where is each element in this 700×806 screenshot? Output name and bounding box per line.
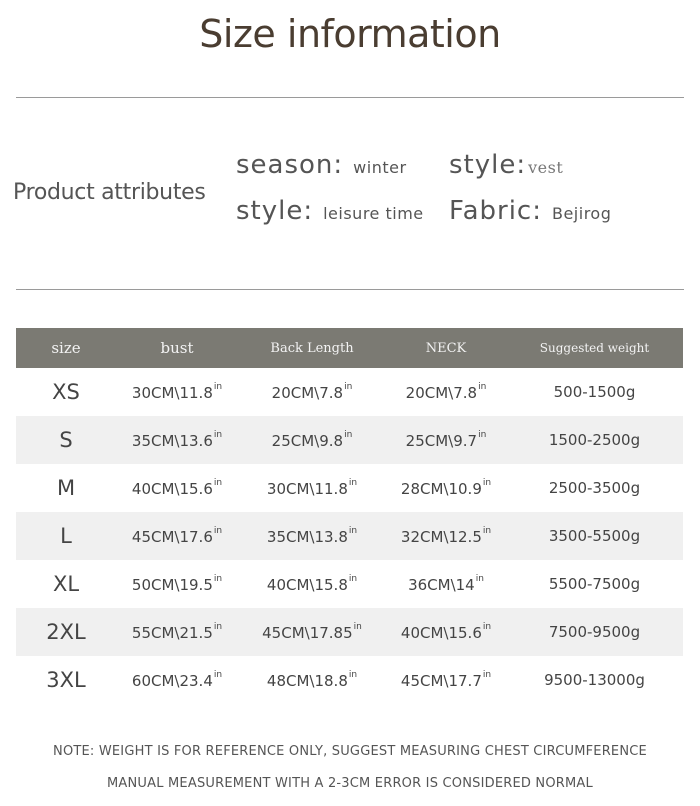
cell-neck (386, 622, 506, 642)
unit-superscript: in (213, 526, 223, 536)
unit-superscript: in (482, 670, 492, 680)
attribute-value: leisure time (323, 204, 424, 223)
cell-back-length (238, 526, 386, 546)
attribute-key: style: (236, 196, 314, 226)
attribute-value: winter (353, 158, 407, 177)
unit-superscript: in (348, 478, 358, 488)
table-row (16, 560, 683, 608)
cell-back-length-value: 20CM\7.8 (271, 384, 344, 402)
table-row (16, 656, 683, 704)
table-row (16, 608, 683, 656)
cell-bust (116, 622, 238, 642)
unit-superscript: in (478, 382, 487, 392)
cell-size-value: 3XL (46, 668, 86, 692)
attributes-label: Product attributes (13, 180, 206, 205)
cell-neck-value: 32CM\12.5 (400, 528, 482, 546)
table-body (16, 368, 683, 704)
header-size: size (51, 339, 81, 357)
unit-superscript: in (348, 526, 358, 536)
cell-bust (116, 430, 238, 450)
cell-size (16, 476, 116, 500)
cell-bust (116, 670, 238, 690)
cell-bust-value: 50CM\19.5 (131, 576, 213, 594)
cell-back-length-value: 25CM\9.8 (271, 432, 344, 450)
unit-superscript: in (344, 382, 353, 392)
cell-back-length (238, 670, 386, 690)
attribute-key: season: (236, 150, 344, 180)
attribute-fabric (449, 196, 611, 226)
cell-weight (506, 671, 683, 689)
unit-superscript: in (213, 574, 223, 584)
cell-size (16, 380, 116, 404)
cell-bust (116, 382, 238, 402)
cell-weight (506, 479, 683, 497)
unit-superscript: in (213, 670, 223, 680)
unit-superscript: in (348, 574, 358, 584)
table-row (16, 512, 683, 560)
cell-bust (116, 478, 238, 498)
cell-weight-value: 5500-7500g (548, 575, 641, 593)
cell-back-length (238, 430, 386, 450)
cell-neck (386, 526, 506, 546)
cell-size-value: L (60, 524, 72, 548)
cell-back-length (238, 478, 386, 498)
cell-weight (506, 623, 683, 641)
attribute-value: vest (528, 158, 564, 177)
cell-neck-value: 36CM\14 (408, 576, 475, 594)
cell-neck-value: 20CM\7.8 (405, 384, 478, 402)
cell-bust-value: 35CM\13.6 (131, 432, 213, 450)
cell-back-length-value: 45CM\17.85 (262, 624, 353, 642)
attribute-value: Bejirog (551, 204, 612, 223)
cell-neck (386, 670, 506, 690)
unit-superscript: in (353, 622, 362, 632)
cell-back-length-value: 30CM\11.8 (266, 480, 348, 498)
cell-back-length-value: 35CM\13.8 (266, 528, 348, 546)
cell-weight-value: 500-1500g (553, 383, 636, 401)
unit-superscript: in (213, 430, 223, 440)
cell-back-length (238, 622, 386, 642)
unit-superscript: in (213, 622, 223, 632)
attribute-style-2 (236, 196, 424, 226)
divider (16, 289, 684, 290)
cell-size-value: XS (52, 380, 80, 404)
cell-bust-value: 30CM\11.8 (131, 384, 213, 402)
table-row (16, 416, 683, 464)
cell-size-value: 2XL (46, 620, 86, 644)
cell-weight-value: 3500-5500g (548, 527, 641, 545)
cell-size (16, 572, 116, 596)
header-bust: bust (160, 339, 194, 357)
cell-size-value: XL (52, 572, 80, 596)
attribute-key: style: (449, 150, 527, 180)
table-header (16, 328, 683, 368)
cell-back-length-value: 48CM\18.8 (266, 672, 348, 690)
header-back-length: Back Length (270, 340, 354, 356)
cell-back-length-value: 40CM\15.8 (266, 576, 348, 594)
divider (16, 97, 684, 98)
cell-weight-value: 7500-9500g (548, 623, 641, 641)
cell-weight (506, 383, 683, 401)
cell-weight-value: 9500-13000g (544, 671, 645, 689)
cell-neck-value: 25CM\9.7 (405, 432, 478, 450)
cell-size (16, 428, 116, 452)
cell-neck (386, 430, 506, 450)
cell-neck-value: 45CM\17.7 (400, 672, 482, 690)
cell-weight-value: 2500-3500g (548, 479, 641, 497)
cell-neck (386, 574, 506, 594)
cell-bust-value: 45CM\17.6 (131, 528, 213, 546)
cell-weight-value: 1500-2500g (548, 431, 641, 449)
cell-size-value: M (56, 476, 76, 500)
page-title: Size information (199, 12, 501, 56)
unit-superscript: in (344, 430, 353, 440)
cell-size (16, 524, 116, 548)
table-row (16, 368, 683, 416)
cell-back-length (238, 382, 386, 402)
cell-weight (506, 527, 683, 545)
table-row (16, 464, 683, 512)
size-table (16, 328, 683, 704)
cell-bust-value: 40CM\15.6 (131, 480, 213, 498)
unit-superscript: in (482, 622, 492, 632)
header-suggested-weight: Suggested weight (539, 341, 650, 355)
cell-size-value: S (59, 428, 73, 452)
cell-bust-value: 60CM\23.4 (131, 672, 213, 690)
note-line-2: MANUAL MEASUREMENT WITH A 2-3CM ERROR IS CONSIDERED NORMAL (107, 776, 593, 791)
attribute-style (449, 150, 563, 180)
unit-superscript: in (478, 430, 487, 440)
cell-neck-value: 28CM\10.9 (400, 480, 482, 498)
unit-superscript: in (348, 670, 358, 680)
cell-bust (116, 526, 238, 546)
cell-neck (386, 382, 506, 402)
unit-superscript: in (482, 526, 492, 536)
cell-weight (506, 431, 683, 449)
cell-weight (506, 575, 683, 593)
attribute-key: Fabric: (449, 196, 542, 226)
cell-bust (116, 574, 238, 594)
note-line-1: NOTE: WEIGHT IS FOR REFERENCE ONLY, SUGGEST MEASURING CHEST CIRCUMFERENCE (53, 744, 647, 759)
cell-size (16, 620, 116, 644)
unit-superscript: in (482, 478, 492, 488)
unit-superscript: in (213, 382, 223, 392)
cell-neck (386, 478, 506, 498)
unit-superscript: in (213, 478, 223, 488)
header-neck: NECK (425, 340, 467, 356)
cell-size (16, 668, 116, 692)
cell-back-length (238, 574, 386, 594)
cell-neck-value: 40CM\15.6 (400, 624, 482, 642)
attribute-season (236, 150, 407, 180)
cell-bust-value: 55CM\21.5 (131, 624, 213, 642)
unit-superscript: in (475, 574, 484, 584)
